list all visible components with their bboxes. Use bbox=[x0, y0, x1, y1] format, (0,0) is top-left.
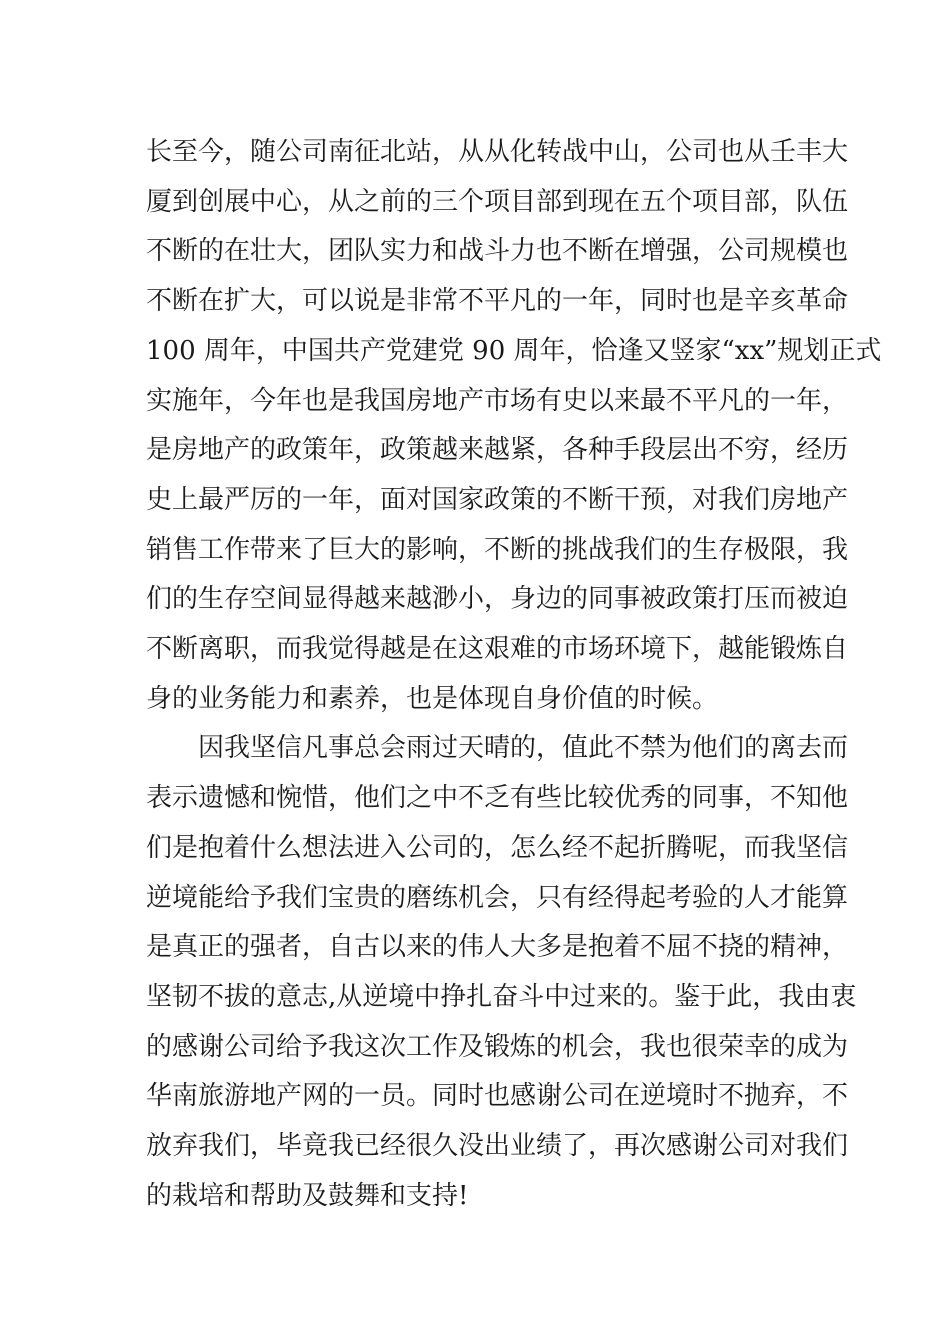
text-line: 身的业务能力和素养，也是体现自身价值的时候。 bbox=[146, 683, 719, 714]
text-line: 是房地产的政策年，政策越来越紧，各种手段层出不穷，经历 bbox=[146, 435, 849, 466]
text-line: 逆境能给予我们宝贵的磨练机会，只有经得起考验的人才能算 bbox=[146, 882, 849, 913]
paragraph-2 bbox=[146, 724, 857, 1221]
text-line: 实施年，今年也是我国房地产市场有史以来最不平凡的一年， bbox=[146, 385, 849, 416]
text-line: 放弃我们，毕竟我已经很久没出业绩了，再次感谢公司对我们 bbox=[146, 1131, 849, 1162]
text-line: 的栽培和帮助及鼓舞和支持! bbox=[146, 1180, 469, 1211]
text-line: 们的生存空间显得越来越渺小，身边的同事被政策打压而被迫 bbox=[146, 584, 849, 615]
text-line: 们是抱着什么想法进入公司的，怎么经不起折腾呢，而我坚信 bbox=[146, 832, 849, 863]
text-line: 不断离职，而我觉得越是在这艰难的市场环境下，越能锻炼自 bbox=[146, 634, 849, 665]
text-line: 不断的在壮大，团队实力和战斗力也不断在增强，公司规模也 bbox=[146, 236, 849, 267]
text-line: 史上最严厉的一年，面对国家政策的不断干预，对我们房地产 bbox=[146, 484, 849, 515]
text-line: 因我坚信凡事总会雨过天晴的，值此不禁为他们的离去而 bbox=[198, 733, 849, 764]
text-line: 厦到创展中心，从之前的三个项目部到现在五个项目部，队伍 bbox=[146, 186, 849, 217]
text-line: 华南旅游地产网的一员。同时也感谢公司在逆境时不抛弃，不 bbox=[146, 1081, 849, 1112]
text-line: 100 周年，中国共产党建党 90 周年，恰逢又竖家“xx”规划正式 bbox=[146, 335, 882, 366]
text-line: 的感谢公司给予我这次工作及锻炼的机会，我也很荣幸的成为 bbox=[146, 1031, 849, 1062]
text-line: 销售工作带来了巨大的影响，不断的挑战我们的生存极限，我 bbox=[146, 534, 849, 565]
text-line: 长至今，随公司南征北站，从从化转战中山，公司也从壬丰大 bbox=[146, 137, 849, 167]
text-line: 是真正的强者，自古以来的伟人大多是抱着不屈不挠的精神， bbox=[146, 932, 849, 963]
document-body bbox=[146, 128, 882, 1221]
text-line: 表示遗憾和惋惜，他们之中不乏有些比较优秀的同事，不知他 bbox=[146, 783, 849, 814]
text-line: 不断在扩大，可以说是非常不平凡的一年，同时也是辛亥革命 bbox=[146, 286, 849, 317]
paragraph-1 bbox=[146, 128, 882, 724]
text-line: 坚韧不拔的意志,从逆境中挣扎奋斗中过来的。鉴于此，我由衷 bbox=[146, 981, 857, 1012]
